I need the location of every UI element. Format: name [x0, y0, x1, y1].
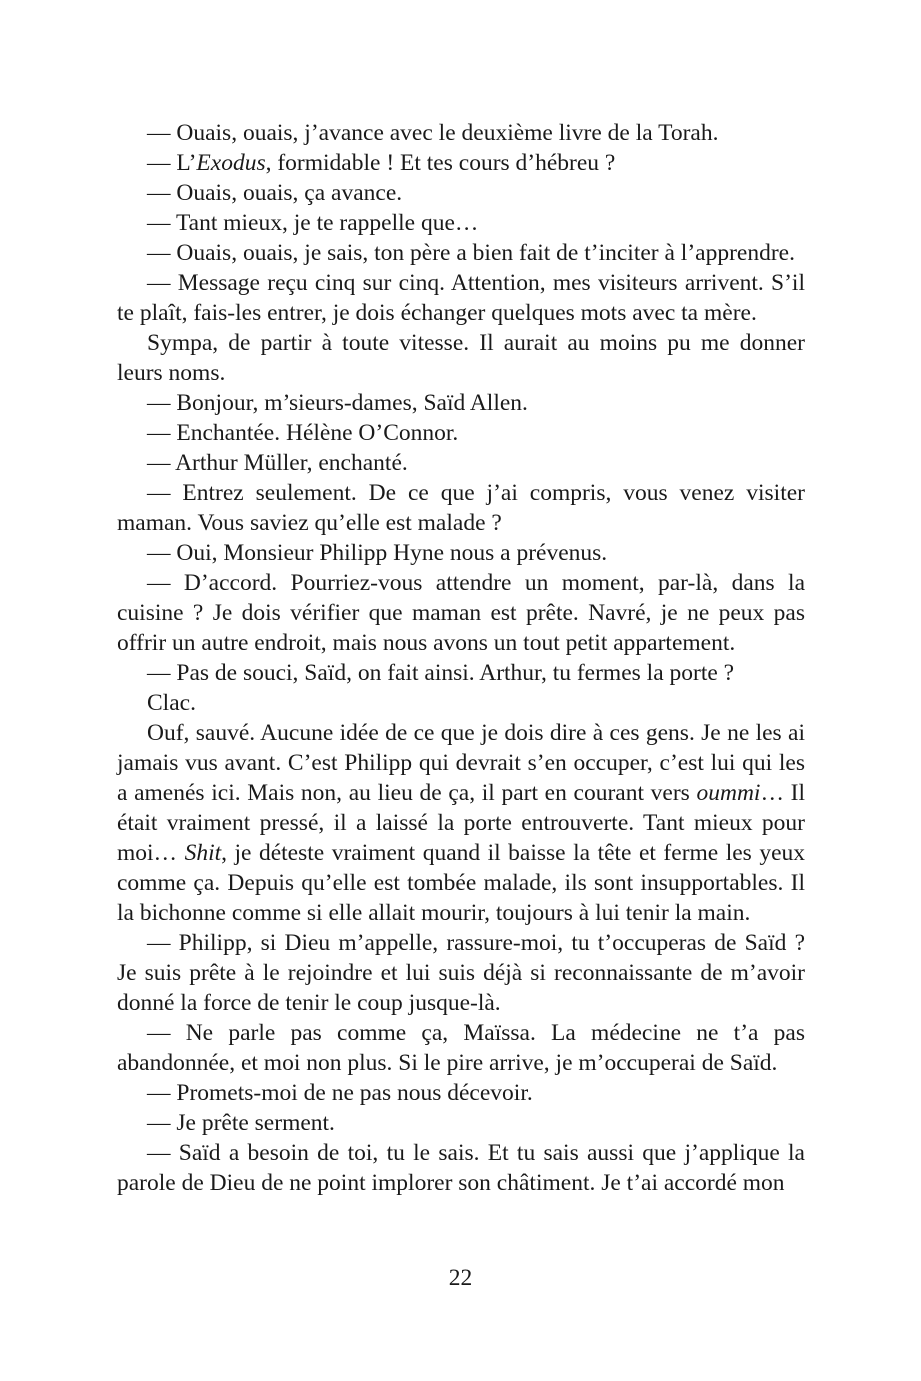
text-run: Sympa, de partir à toute vitesse. Il aurait au moins pu me donner leurs noms. [117, 330, 805, 386]
paragraph [117, 118, 805, 148]
paragraph [117, 1108, 805, 1138]
text-run: — Bonjour, m’sieurs-dames, Saïd Allen. [147, 390, 528, 416]
paragraph [117, 538, 805, 568]
text-run: — Philipp, si Dieu m’appelle, rassure-moi, tu t’occuperas de Saïd ? Je suis prête à le rejoindre et lui suis déjà si reconnaissante de m’avoir donné la force de tenir le coup jusque-là. [117, 930, 805, 1016]
page-number: 22 [448, 1265, 473, 1291]
text-run: , je déteste vraiment quand il baisse la tête et ferme les yeux comme ça. Depuis qu’elle est tombée malade, ils sont insupportables. Il la bichonne comme si elle allait mourir, toujours à lui tenir la main. [117, 840, 806, 926]
text-run: — Oui, Monsieur Philipp Hyne nous a prévenus. [147, 540, 608, 566]
italic-text: Shit [184, 840, 222, 866]
text-run: — Message reçu cinq sur cinq. Attention, mes visiteurs arrivent. S’il te plaît, fais-les entrer, je dois échanger quelques mots avec ta mère. [117, 270, 805, 326]
text-run: — Saïd a besoin de toi, tu le sais. Et tu sais aussi que j’applique la parole de Dieu de ne point implorer son châtiment. Je t’ai accordé mon [117, 1140, 805, 1196]
body-text [117, 118, 805, 1198]
text-run: — D’accord. Pourriez-vous attendre un moment, par-là, dans la cuisine ? Je dois vérifier que maman est prête. Navré, je ne peux pas offrir un autre endroit, mais nous avons un tout petit appartement. [117, 570, 805, 656]
text-run: — Entrez seulement. De ce que j’ai compris, vous venez visiter maman. Vous saviez qu’elle est malade ? [117, 480, 805, 536]
text-run: Ouf, sauvé. Aucune idée de ce que je dois dire à ces gens. Je ne les ai jamais vus avant. C’est Philipp qui devrait s’en occuper, c’est lui qui les a amenés ici. Mais non, au lieu de ça, il part en courant vers [117, 720, 805, 806]
text-run: — Ouais, ouais, ça avance. [147, 180, 403, 206]
text-run: — Promets-moi de ne pas nous décevoir. [147, 1080, 533, 1106]
text-run: — Pas de souci, Saïd, on fait ainsi. Arthur, tu fermes la porte ? [147, 660, 735, 686]
text-run: — Je prête serment. [147, 1110, 335, 1136]
text-run: — Arthur Müller, enchanté. [147, 450, 408, 476]
paragraph [117, 268, 805, 328]
paragraph [117, 658, 805, 688]
text-run: , formidable ! Et tes cours d’hébreu ? [265, 150, 616, 176]
paragraph [117, 718, 805, 928]
paragraph [117, 568, 805, 658]
paragraph [117, 388, 805, 418]
paragraph [117, 1138, 805, 1198]
paragraph [117, 148, 805, 178]
italic-text: Exodus [196, 150, 266, 176]
paragraph [117, 478, 805, 538]
text-run: — Ouais, ouais, je sais, ton père a bien fait de t’inciter à l’apprendre. [147, 240, 795, 266]
paragraph [117, 448, 805, 478]
paragraph [117, 418, 805, 448]
text-run: … Il était vraiment pressé, il a laissé la porte entrouverte. Tant mieux pour moi… [117, 780, 805, 866]
paragraph [117, 928, 805, 1018]
text-run: — L’ [147, 150, 197, 176]
text-run: — Tant mieux, je te rappelle que… [147, 210, 479, 236]
paragraph [117, 688, 805, 718]
text-run: Clac. [147, 690, 196, 716]
paragraph [117, 178, 805, 208]
paragraph [117, 208, 805, 238]
paragraph [117, 1018, 805, 1078]
text-run: — Ne parle pas comme ça, Maïssa. La médecine ne t’a pas abandonnée, et moi non plus. Si le pire arrive, je m’occuperai de Saïd. [117, 1020, 805, 1076]
paragraph [117, 328, 805, 388]
italic-text: oummi [696, 780, 761, 806]
paragraph [117, 238, 805, 268]
text-run: — Ouais, ouais, j’avance avec le deuxième livre de la Torah. [147, 120, 719, 146]
text-run: — Enchantée. Hélène O’Connor. [147, 420, 459, 446]
paragraph [117, 1078, 805, 1108]
